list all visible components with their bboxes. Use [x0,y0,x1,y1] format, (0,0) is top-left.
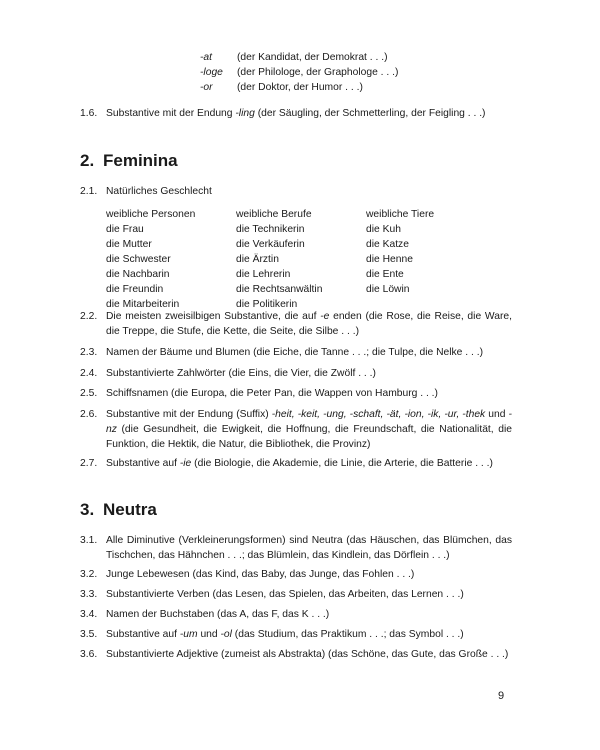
table-cell: die Henne [366,254,413,265]
item-number: 2.1. [80,186,98,197]
table-cell: die Kuh [366,224,401,235]
item-text: Substantive auf -um und -ol (das Studium, das Praktikum . . .; das Symbol . . .) [106,629,464,640]
table-column-professions [236,207,366,312]
item-number: 2.7. [80,458,98,469]
item-text: Substantive mit der Endung (Suffix) -heit, -keit, -ung, -schaft, -ät, -ion, -ik, -ur, -thek und -nz (die Gesundheit, die Ewigkeit, die Hoffnung, die Freundschaft, die Nationalität, die Funktion, die Hektik, die Natur, die Bibliothek, die Provinz) [106,409,512,450]
section-heading-feminina [80,151,178,171]
column-header: weibliche Personen [106,209,196,220]
suffix-examples: (der Philologe, der Graphologe . . .) [237,67,399,78]
item-text: Substantive mit der Endung -ling (der Säugling, der Schmetterling, der Feigling . . .) [106,108,486,119]
suffix-examples: (der Doktor, der Humor . . .) [237,82,363,93]
item-number: 2.4. [80,368,98,379]
table-cell: die Verkäuferin [236,239,305,250]
section-title: Neutra [103,500,157,519]
table-cell: die Frau [106,224,144,235]
list-item-3-1 [80,533,512,563]
item-text: Substantivierte Zahlwörter (die Eins, die Vier, die Zwölf . . .) [106,368,376,379]
item-text: Junge Lebewesen (das Kind, das Baby, das Junge, das Fohlen . . .) [106,569,415,580]
item-number: 3.2. [80,569,98,580]
table-cell: die Technikerin [236,224,305,235]
suffix: -at [200,52,213,63]
item-text: Substantivierte Verben (das Lesen, das Spielen, das Arbeiten, das Lernen . . .) [106,589,464,600]
item-number: 3.4. [80,609,98,620]
suffix: -or [200,82,213,93]
table-cell: die Katze [366,239,409,250]
list-item-3-2 [80,567,512,582]
suffix: -loge [200,67,223,78]
section-title: Feminina [103,151,178,170]
table-cell: die Mitarbeiterin [106,299,180,310]
item-number: 2.2. [80,311,98,322]
suffix-table [200,50,398,95]
column-header: weibliche Berufe [236,209,312,220]
suffix-row-or [200,80,398,95]
list-item-3-6 [80,647,512,662]
table-cell: die Lehrerin [236,269,291,280]
table-column-animals [366,207,496,312]
list-item-2-6 [80,407,512,452]
item-text: Alle Diminutive (Verkleinerungsformen) sind Neutra (das Häuschen, das Blümchen, das Tischchen, das Hähnchen . . .; das Blümlein, das Kindlein, das Dörflein . . .) [106,535,512,561]
table-cell: die Ärztin [236,254,279,265]
suffix-examples: (der Kandidat, der Demokrat . . .) [237,52,388,63]
item-number: 3.5. [80,629,98,640]
table-cell: die Nachbarin [106,269,170,280]
column-header: weibliche Tiere [366,209,435,220]
list-item-2-1 [80,184,512,199]
table-cell: die Rechtsanwältin [236,284,323,295]
list-item-2-4 [80,366,512,381]
section-heading-neutra [80,500,157,520]
item-text: Namen der Buchstaben (das A, das F, das K . . .) [106,609,330,620]
list-item-2-5 [80,386,512,401]
list-item-3-4 [80,607,512,622]
section-number: 3. [80,500,95,519]
suffix-row-at [200,50,398,65]
list-item-3-3 [80,587,512,602]
table-cell: die Löwin [366,284,410,295]
list-item-1-6 [80,106,512,121]
item-text: Natürliches Geschlecht [106,186,212,197]
table-cell: die Freundin [106,284,164,295]
table-cell: die Schwester [106,254,171,265]
table-cell: die Politikerin [236,299,298,310]
table-column-persons [106,207,236,312]
item-text: Substantivierte Adjektive (zumeist als Abstrakta) (das Schöne, das Gute, das Große . . .) [106,649,509,660]
item-number: 2.6. [80,409,98,420]
item-text: Namen der Bäume und Blumen (die Eiche, die Tanne . . .; die Tulpe, die Nelke . . .) [106,347,483,358]
page-number: 9 [498,690,505,702]
suffix-row-loge [200,65,398,80]
section-number: 2. [80,151,95,170]
table-cell: die Mutter [106,239,152,250]
item-number: 1.6. [80,108,98,119]
gender-table [106,207,496,312]
item-text: Substantive auf -ie (die Biologie, die Akademie, die Linie, die Arterie, die Batterie . . .) [106,458,493,469]
item-number: 3.6. [80,649,98,660]
table-cell: die Ente [366,269,404,280]
item-number: 2.3. [80,347,98,358]
list-item-3-5 [80,627,512,642]
list-item-2-2 [80,309,512,339]
list-item-2-3 [80,345,512,360]
item-number: 3.1. [80,535,98,546]
item-text: Die meisten zweisilbigen Substantive, die auf -e enden (die Rose, die Reise, die Ware, die Treppe, die Stufe, die Kette, die Seite, die Silbe . . .) [106,311,512,337]
list-item-2-7 [80,456,512,471]
item-number: 3.3. [80,589,98,600]
item-text: Schiffsnamen (die Europa, die Peter Pan, die Wappen von Hamburg . . .) [106,388,438,399]
item-number: 2.5. [80,388,98,399]
